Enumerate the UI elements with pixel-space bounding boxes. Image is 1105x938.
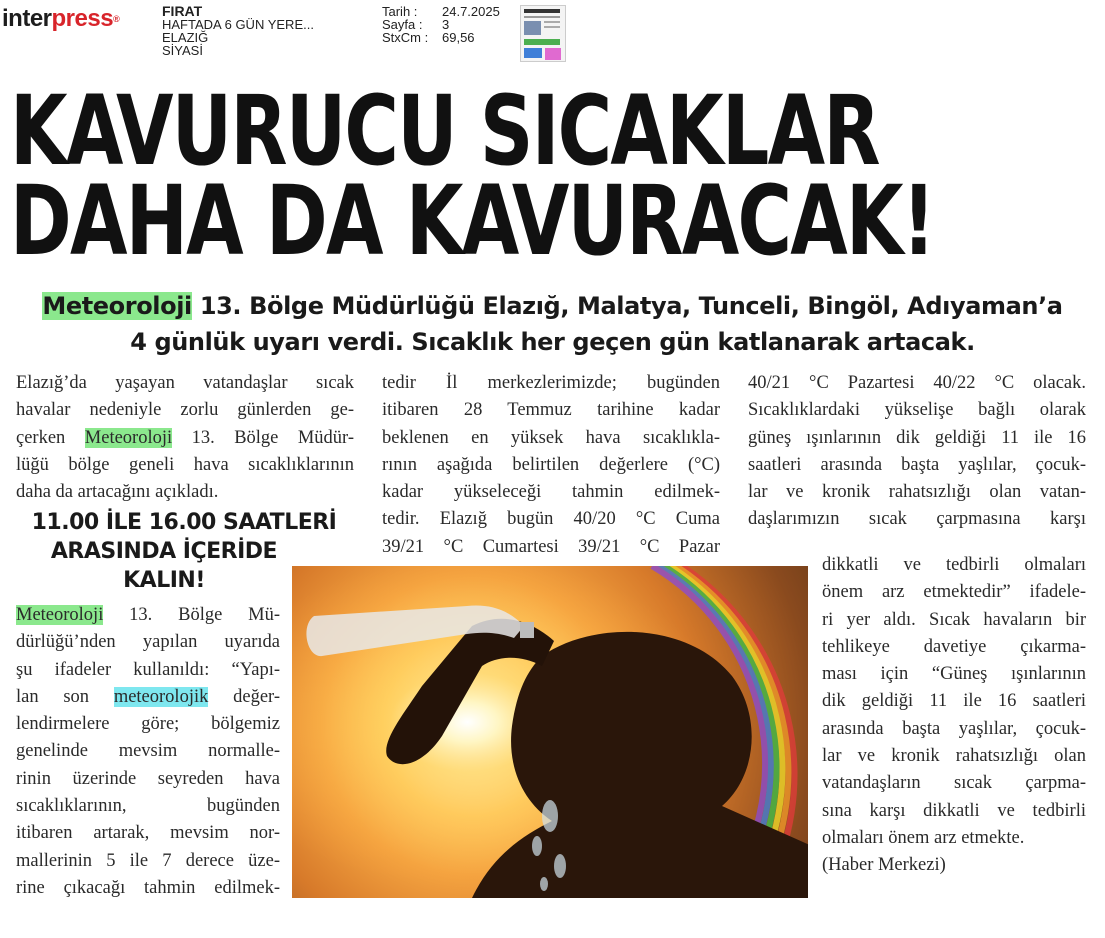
publication-city: ELAZIĞ xyxy=(162,30,209,45)
interpress-logo: interpress® xyxy=(2,5,120,32)
publication-frequency: HAFTADA 6 GÜN YERE... xyxy=(162,17,314,32)
highlight-keyword: Meteoroloji xyxy=(16,605,104,625)
page-value: 3 xyxy=(442,17,450,32)
photo-illustration xyxy=(292,566,808,898)
subheadline-line-1: Meteoroloji 13. Bölge Müdürlüğü Elazığ, Malatya, Tunceli, Bingöl, Adıyaman’a xyxy=(42,292,1063,320)
publication-section: SİYASİ xyxy=(162,43,203,58)
highlight-keyword: Meteoroloji xyxy=(42,292,192,320)
column-1-body: Meteoroloji 13. Bölge Mü- dürlüğü’nden yapılan uyarıda şu ifadeler kullanıldı: “Yapı- lan son meteorolojik değer- lendirmelere göre; bölgemiz genelinde mevsim normalle- rinin üzerinde seyreden hava sıcaklıklarının, bugünden itibaren artarak, mevsim nor- mallerinin 5 ile 7 derece üze- rine çıkacağı tahmin edilmek- xyxy=(16,605,280,898)
man-drinking-water-in-sun-photo xyxy=(292,566,808,898)
page-thumbnail-icon[interactable] xyxy=(520,5,566,62)
column-2-body: tedir İl merkezlerimizde; bugünden itibaren 28 Temmuz tarihine kadar beklenen en yüksek hava sıcaklıkla- rının aşağıda belirtilen değerlere (°C) kadar yükseleceği tahmin edilmek- tedir. Elazığ bugün 40/20 °C Cuma 39/21 °C Cumartesi 39/21 °C Pazar xyxy=(382,373,720,557)
column-3-bottom: dikkatli ve tedbirli olmaları önem arz etmektedir” ifadele- ri yer aldı. Sıcak havaların bir tehlikeye davetiye çıkarma- ması için “Güneş ışınlarının dik geldiği 11 ile 16 saatleri arasında başta yaşlılar, çocuk- lar ve kronik rahatsızlığı olan vatandaşların sıcak çarpma- sına karşı dikkatli ve tedbirli olmaları önem arz etmekte. (Haber Merkezi) xyxy=(822,555,1086,876)
publication-info xyxy=(162,5,314,57)
page-label: Sayfa : xyxy=(382,17,423,32)
publication-name: FIRAT xyxy=(162,3,203,19)
clipping-meta xyxy=(382,5,532,44)
highlight-keyword-2: meteorolojik xyxy=(113,686,209,707)
stxcm-value: 69,56 xyxy=(442,30,475,45)
highlight-keyword: Meteoroloji xyxy=(84,427,173,448)
column-3-top: 40/21 °C Pazartesi 40/22 °C olacak. Sıcaklıklardaki yükselişe bağlı olarak güneş ışınlarının dik geldiği 11 ile 16 saatleri arasında başta yaşlılar, çocuk- lar ve kronik rahatsızlığı olan vatan- daşlarımızın sıcak çarpmasına karşı xyxy=(748,373,1086,530)
column-1-intro: Elazığ’da yaşayan vatandaşlar sıcak havalar nedeniyle zorlu günlerden ge- çerken Meteoroloji 13. Bölge Müdür- lüğü bölge geneli hava sıcaklıklarının daha da artacağını açıkladı. xyxy=(16,373,355,503)
headline-line-2: DAHA DA KAVURACAK! xyxy=(10,165,935,277)
article-subhead: 11.00 İLE 16.00 SAATLERİ ARASINDA İÇERİDE KALIN! xyxy=(31,510,337,593)
date-value: 24.7.2025 xyxy=(442,4,500,19)
headline-line-1: KAVURUCU SICAKLAR xyxy=(10,75,879,187)
article-subheadline xyxy=(0,288,1105,360)
stxcm-label: StxCm : xyxy=(382,30,429,45)
date-label: Tarih : xyxy=(382,4,418,19)
article-headline xyxy=(10,75,947,277)
subheadline-line-2: 4 günlük uyarı verdi. Sıcaklık her geçen gün katlanarak artacak. xyxy=(130,328,975,356)
